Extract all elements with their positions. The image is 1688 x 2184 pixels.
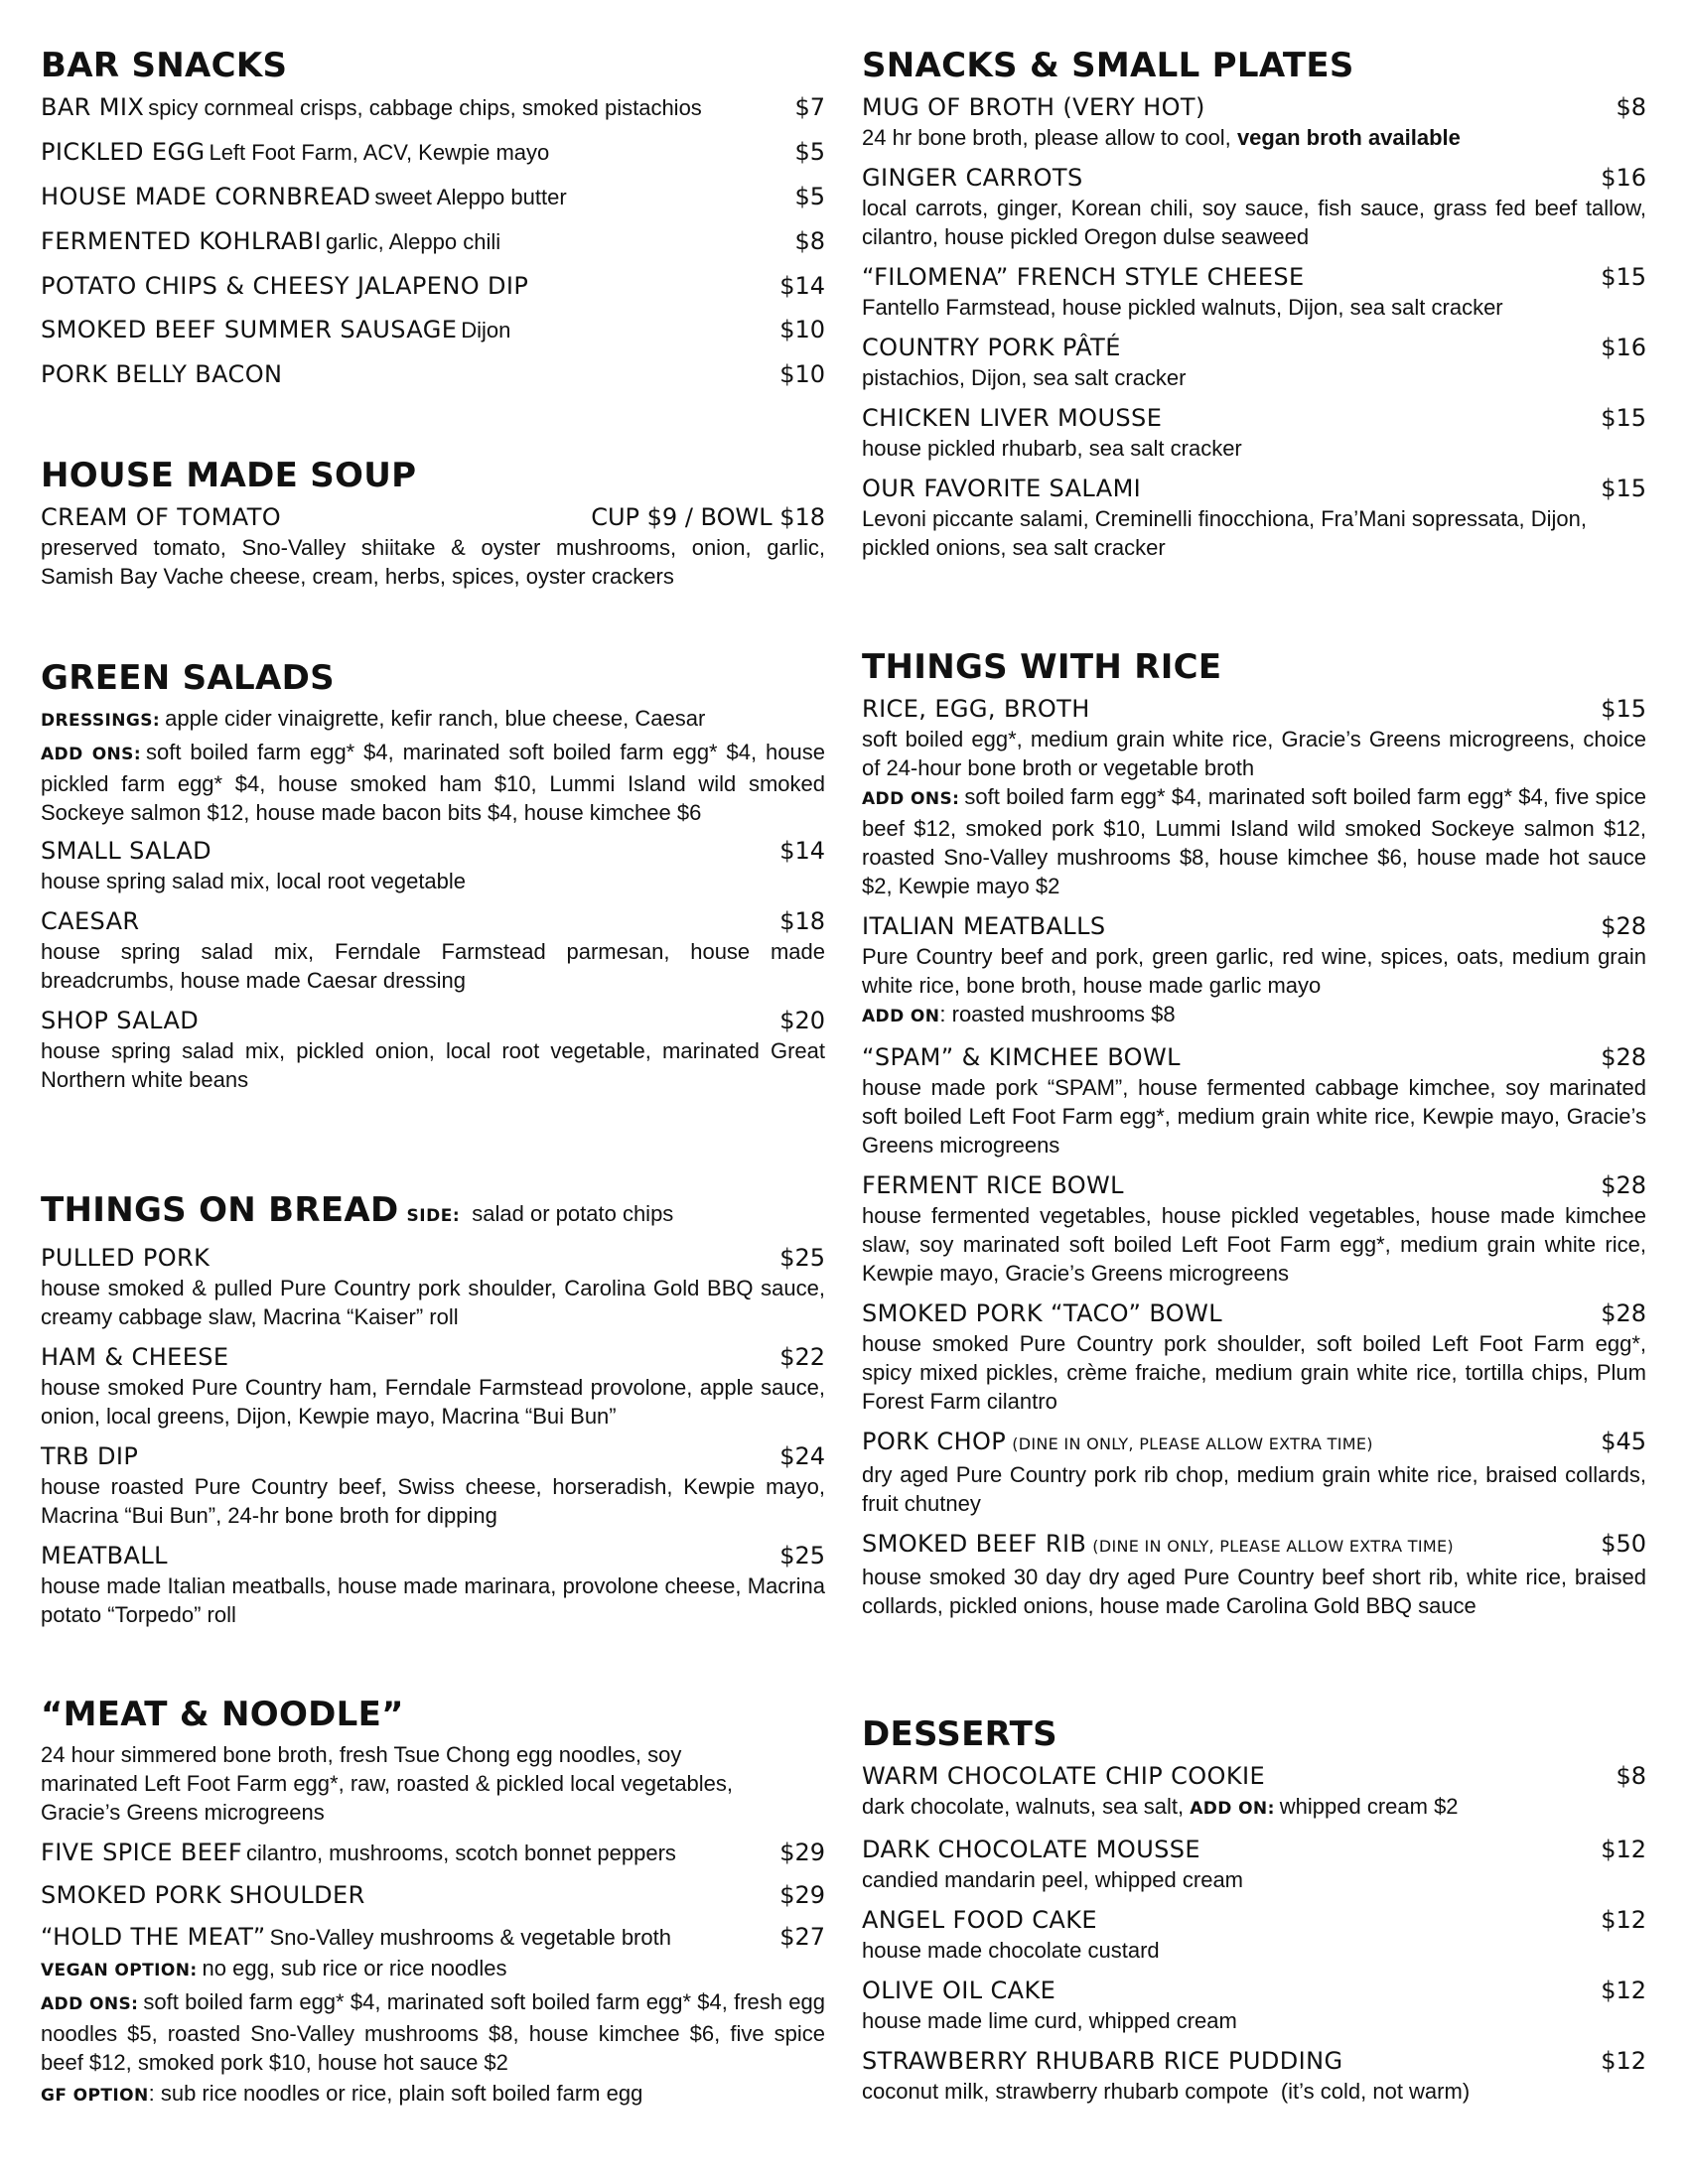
menu-item bbox=[862, 402, 1646, 463]
item-price: CUP $9 / BOWL $18 bbox=[591, 503, 825, 531]
item-name: OLIVE OIL CAKE bbox=[862, 1977, 1056, 2004]
menu-item bbox=[41, 358, 825, 390]
addons-text: soft boiled farm egg* $4, marinated soft boiled farm egg* $4, fresh egg noodles $5, roasted Sno-Valley mushrooms $8, house kimchee $6, five spice beef $12, smoked pork $10, house hot sauce $2 bbox=[41, 1989, 825, 2075]
dressings-info bbox=[41, 704, 825, 736]
section-title: HOUSE MADE SOUP bbox=[41, 456, 417, 495]
menu-item bbox=[41, 270, 825, 302]
item-description: house fermented vegetables, house pickled vegetables, house made kimchee slaw, soy marinated soft boiled Left Foot Farm egg*, medium grain white rice, Kewpie mayo, Gracie’s Greens microgreens bbox=[862, 1203, 1646, 1286]
item-description: dry aged Pure Country pork rib chop, medium grain white rice, braised collards, fruit chutney bbox=[862, 1462, 1646, 1516]
item-description bbox=[862, 1792, 1646, 1824]
item-description: house spring salad mix, Ferndale Farmstead parmesan, house made breadcrumbs, house made Caesar dressing bbox=[41, 939, 825, 993]
menu-item bbox=[41, 501, 825, 591]
soup-section bbox=[41, 454, 825, 601]
side-text: salad or potato chips bbox=[472, 1201, 674, 1226]
item-description: house smoked & pulled Pure Country pork shoulder, Carolina Gold BBQ sauce, creamy cabbage slaw, Macrina “Kaiser” roll bbox=[41, 1276, 825, 1329]
item-name: “FILOMENA” FRENCH STYLE CHEESE bbox=[862, 263, 1305, 291]
item-price: $15 bbox=[1601, 695, 1646, 723]
item-description: preserved tomato, Sno-Valley shiitake & oyster mushrooms, onion, garlic, Samish Bay Vache cheese, cream, herbs, spices, oyster crackers bbox=[41, 535, 825, 589]
menu-item bbox=[862, 1904, 1646, 1965]
item-name: TRB DIP bbox=[41, 1442, 139, 1470]
item-description: Levoni piccante salami, Creminelli finocchiona, Fra’Mani sopressata, Dijon, pickled onions, sea salt cracker bbox=[862, 506, 1587, 560]
section-title bbox=[41, 1188, 825, 1238]
item-price: $27 bbox=[779, 1923, 825, 1951]
item-name: SMOKED PORK “TACO” BOWL bbox=[862, 1299, 1223, 1327]
item-price: $5 bbox=[794, 183, 825, 210]
item-name: “HOLD THE MEAT” bbox=[41, 1923, 266, 1951]
item-description: house smoked Pure Country pork shoulder, soft boiled Left Foot Farm egg*, spicy mixed pickles, crème fraiche, medium grain white rice, tortilla chips, Plum Forest Farm cilantro bbox=[862, 1331, 1646, 1414]
item-addons bbox=[862, 1000, 1646, 1031]
item-name: WARM CHOCOLATE CHIP COOKIE bbox=[862, 1762, 1266, 1790]
gf-text: : sub rice noodles or rice, plain soft boiled farm egg bbox=[148, 2081, 643, 2106]
item-price: $25 bbox=[779, 1542, 825, 1570]
item-name: HOUSE MADE CORNBREAD bbox=[41, 183, 371, 210]
item-price: $14 bbox=[779, 272, 825, 300]
addons-info bbox=[41, 1987, 825, 2077]
menu-item bbox=[41, 181, 825, 213]
rice-section bbox=[862, 645, 1646, 1630]
small-plates-section bbox=[862, 44, 1646, 572]
item-description: coconut milk, strawberry rhubarb compote (it’s cold, not warm) bbox=[862, 2079, 1471, 2104]
item-description: house made Italian meatballs, house made marinara, provolone cheese, Macrina potato “Torpedo” roll bbox=[41, 1573, 825, 1627]
addons-label: ADD ONS: bbox=[41, 745, 142, 764]
menu-item bbox=[41, 91, 825, 124]
item-inline-desc: spicy cornmeal crisps, cabbage chips, smoked pistachios bbox=[148, 95, 702, 120]
menu-item bbox=[862, 1041, 1646, 1160]
section-title: SNACKS & SMALL PLATES bbox=[862, 46, 1354, 85]
item-name: CREAM OF TOMATO bbox=[41, 503, 282, 531]
item-price: $14 bbox=[779, 837, 825, 865]
menu-item bbox=[862, 1426, 1646, 1518]
item-description bbox=[862, 123, 1646, 152]
dressings-text: apple cider vinaigrette, kefir ranch, blue cheese, Caesar bbox=[165, 706, 706, 731]
item-price: $16 bbox=[1601, 334, 1646, 361]
item-description-text: dark chocolate, walnuts, sea salt, bbox=[862, 1794, 1185, 1819]
addons-label: ADD ONS: bbox=[41, 1994, 139, 2014]
item-description: house smoked 30 day dry aged Pure Country beef short rib, white rice, braised collards, pickled onions, house made Carolina Gold BBQ sauce bbox=[862, 1565, 1646, 1618]
salads-section bbox=[41, 656, 825, 1104]
item-name: GINGER CARROTS bbox=[862, 164, 1083, 192]
bread-section bbox=[41, 1188, 825, 1639]
section-title: BAR SNACKS bbox=[41, 46, 288, 85]
item-name: CHICKEN LIVER MOUSSE bbox=[862, 404, 1163, 432]
item-description: Fantello Farmstead, house pickled walnuts, Dijon, sea salt cracker bbox=[862, 295, 1503, 320]
item-description: Pure Country beef and pork, green garlic, red wine, spices, oats, medium grain white rice, bone broth, house made garlic mayo bbox=[862, 944, 1646, 998]
item-price: $5 bbox=[794, 138, 825, 166]
addons-label: ADD ONS: bbox=[862, 789, 960, 809]
item-name: PULLED PORK bbox=[41, 1244, 211, 1272]
menu-item bbox=[41, 1242, 825, 1331]
item-price: $28 bbox=[1601, 1171, 1646, 1199]
item-name: POTATO CHIPS & CHEESY JALAPENO DIP bbox=[41, 272, 529, 300]
item-name: PORK BELLY BACON bbox=[41, 360, 283, 388]
addons-text: soft boiled farm egg* $4, marinated soft boiled farm egg* $4, house pickled farm egg* $4, house smoked ham $10, Lummi Island wild smoked Sockeye salmon $12, house made bacon bits $4, house kimchee $6 bbox=[41, 740, 825, 825]
menu-item bbox=[862, 1834, 1646, 1894]
item-name: “SPAM” & KIMCHEE BOWL bbox=[862, 1043, 1181, 1071]
vegan-option bbox=[41, 1954, 825, 1985]
item-name: FERMENTED KOHLRABI bbox=[41, 227, 323, 255]
item-price: $20 bbox=[779, 1007, 825, 1034]
item-inline-desc: Dijon bbox=[461, 318, 511, 342]
item-price: $12 bbox=[1601, 2047, 1646, 2075]
item-price: $16 bbox=[1601, 164, 1646, 192]
item-name: SMOKED BEEF SUMMER SAUSAGE bbox=[41, 316, 458, 343]
gf-option bbox=[41, 2079, 825, 2111]
addons-text: soft boiled farm egg* $4, marinated soft boiled farm egg* $4, five spice beef $12, smoked pork $10, Lummi Island wild smoked Sockeye salmon $12, roasted Sno-Valley mushrooms $8, house kimchee $6, house made hot sauce $2, Kewpie mayo $2 bbox=[862, 784, 1646, 898]
menu-item bbox=[862, 261, 1646, 322]
item-price: $28 bbox=[1601, 1299, 1646, 1327]
vegan-label: VEGAN OPTION: bbox=[41, 1961, 198, 1980]
side-label: SIDE: bbox=[406, 1206, 461, 1226]
menu-item bbox=[41, 1837, 825, 1869]
menu-item bbox=[862, 332, 1646, 392]
item-name: SHOP SALAD bbox=[41, 1007, 200, 1034]
item-price: $24 bbox=[779, 1442, 825, 1470]
menu-item bbox=[862, 162, 1646, 251]
item-price: $12 bbox=[1601, 1836, 1646, 1863]
item-inline-desc: cilantro, mushrooms, scotch bonnet peppers bbox=[246, 1841, 676, 1865]
menu-item bbox=[41, 136, 825, 169]
item-description: candied mandarin peel, whipped cream bbox=[862, 1867, 1244, 1892]
item-price: $15 bbox=[1601, 475, 1646, 502]
item-price: $50 bbox=[1601, 1530, 1646, 1558]
item-description: soft boiled egg*, medium grain white rice, Gracie’s Greens microgreens, choice of 24-hour bone broth or vegetable broth bbox=[862, 727, 1646, 780]
item-price: $28 bbox=[1601, 1043, 1646, 1071]
addons-label: ADD ON: bbox=[1190, 1799, 1275, 1819]
menu-item bbox=[41, 1921, 825, 1954]
item-name: SMOKED PORK SHOULDER bbox=[41, 1881, 365, 1909]
section-title: DESSERTS bbox=[862, 1714, 1057, 1754]
item-name: COUNTRY PORK PÂTÉ bbox=[862, 334, 1121, 361]
noodle-section bbox=[41, 1693, 825, 2113]
item-description: house made pork “SPAM”, house fermented cabbage kimchee, soy marinated soft boiled Left Foot Farm egg*, medium grain white rice, Kewpie mayo, Gracie’s Greens microgreens bbox=[862, 1075, 1646, 1158]
desserts-section bbox=[862, 1712, 1646, 2116]
item-inline-desc: Sno-Valley mushrooms & vegetable broth bbox=[269, 1925, 671, 1950]
menu-item bbox=[862, 1975, 1646, 2035]
item-price: $12 bbox=[1601, 1906, 1646, 1934]
item-name: DARK CHOCOLATE MOUSSE bbox=[862, 1836, 1200, 1863]
item-inline-desc: sweet Aleppo butter bbox=[374, 185, 567, 209]
dressings-label: DRESSINGS: bbox=[41, 711, 161, 731]
section-title: “MEAT & NOODLE” bbox=[41, 1695, 404, 1734]
item-description: house made lime curd, whipped cream bbox=[862, 2008, 1237, 2033]
bar-snacks-list bbox=[41, 91, 825, 390]
item-name: BAR MIX bbox=[41, 93, 145, 121]
menu-item bbox=[41, 1341, 825, 1431]
menu-item bbox=[862, 693, 1646, 900]
menu-item bbox=[41, 225, 825, 258]
item-description-strong: vegan broth available bbox=[1236, 125, 1461, 150]
item-name: RICE, EGG, BROTH bbox=[862, 695, 1090, 723]
menu-item bbox=[41, 1005, 825, 1094]
item-description-text: 24 hr bone broth, please allow to cool, bbox=[862, 125, 1231, 150]
item-addons bbox=[862, 782, 1646, 900]
section-title: THINGS WITH RICE bbox=[862, 647, 1222, 687]
item-description: pistachios, Dijon, sea salt cracker bbox=[862, 365, 1187, 390]
item-description: local carrots, ginger, Korean chili, soy sauce, fish sauce, grass fed beef tallow, cilantro, house pickled Oregon dulse seaweed bbox=[862, 196, 1646, 249]
item-name: HAM & CHEESE bbox=[41, 1343, 229, 1371]
vegan-text: no egg, sub rice or rice noodles bbox=[202, 1956, 507, 1980]
addons-text: whipped cream $2 bbox=[1279, 1794, 1459, 1819]
menu-item bbox=[862, 473, 1646, 562]
item-name: ITALIAN MEATBALLS bbox=[862, 912, 1106, 940]
item-price: $22 bbox=[779, 1343, 825, 1371]
addons-label: ADD ON bbox=[862, 1007, 940, 1026]
item-price: $45 bbox=[1601, 1428, 1646, 1455]
item-description: house spring salad mix, pickled onion, local root vegetable, marinated Great Northern white beans bbox=[41, 1038, 825, 1092]
item-price: $25 bbox=[779, 1244, 825, 1272]
item-price: $18 bbox=[779, 907, 825, 935]
item-name: CAESAR bbox=[41, 907, 140, 935]
item-description: house smoked Pure Country ham, Ferndale Farmstead provolone, apple sauce, onion, local greens, Dijon, Kewpie mayo, Macrina “Bui Bun” bbox=[41, 1375, 825, 1429]
item-name: PORK CHOP bbox=[862, 1428, 1007, 1455]
item-price: $15 bbox=[1601, 263, 1646, 291]
menu-item bbox=[41, 1540, 825, 1629]
item-price: $8 bbox=[1616, 93, 1646, 121]
item-price: $7 bbox=[794, 93, 825, 121]
noodle-intro: 24 hour simmered bone broth, fresh Tsue Chong egg noodles, soy marinated Left Foot Farm egg*, raw, roasted & pickled local vegetables, Gracie’s Greens microgreens bbox=[41, 1742, 734, 1825]
item-description: house roasted Pure Country beef, Swiss cheese, horseradish, Kewpie mayo, Macrina “Bui Bun”, 24-hr bone broth for dipping bbox=[41, 1474, 825, 1528]
item-name: PICKLED EGG bbox=[41, 138, 206, 166]
gf-label: GF OPTION bbox=[41, 2086, 149, 2106]
item-price: $8 bbox=[1616, 1762, 1646, 1790]
item-name: SMOKED BEEF RIB bbox=[862, 1530, 1087, 1558]
item-price: $8 bbox=[794, 227, 825, 255]
item-name: STRAWBERRY RHUBARB RICE PUDDING bbox=[862, 2047, 1343, 2075]
item-inline-desc: Left Foot Farm, ACV, Kewpie mayo bbox=[209, 140, 550, 165]
item-price: $10 bbox=[779, 316, 825, 343]
section-title-text: THINGS ON BREAD bbox=[41, 1190, 399, 1230]
addons-info bbox=[41, 738, 825, 827]
menu-item bbox=[862, 1760, 1646, 1824]
item-description: house spring salad mix, local root vegetable bbox=[41, 869, 467, 893]
item-name: OUR FAVORITE SALAMI bbox=[862, 475, 1142, 502]
menu-item bbox=[41, 905, 825, 995]
item-description: house made chocolate custard bbox=[862, 1938, 1160, 1963]
menu-item bbox=[862, 1528, 1646, 1620]
menu-item bbox=[41, 1879, 825, 1911]
item-note: (DINE IN ONLY, PLEASE ALLOW EXTRA TIME) bbox=[1012, 1434, 1373, 1453]
item-name: FIVE SPICE BEEF bbox=[41, 1839, 243, 1866]
menu-item bbox=[862, 1169, 1646, 1288]
item-inline-desc: garlic, Aleppo chili bbox=[326, 229, 501, 254]
item-price: $12 bbox=[1601, 1977, 1646, 2004]
menu-item bbox=[862, 91, 1646, 152]
item-name: MEATBALL bbox=[41, 1542, 168, 1570]
bar-snacks-section bbox=[41, 44, 825, 390]
addons-text: : roasted mushrooms $8 bbox=[939, 1002, 1176, 1026]
menu-item bbox=[862, 910, 1646, 1031]
item-name: SMALL SALAD bbox=[41, 837, 212, 865]
item-name: MUG OF BROTH (VERY HOT) bbox=[862, 93, 1205, 121]
menu-item bbox=[41, 1440, 825, 1530]
item-price: $10 bbox=[779, 360, 825, 388]
item-note: (DINE IN ONLY, PLEASE ALLOW EXTRA TIME) bbox=[1092, 1537, 1454, 1556]
item-name: ANGEL FOOD CAKE bbox=[862, 1906, 1097, 1934]
menu-item bbox=[41, 314, 825, 346]
item-price: $15 bbox=[1601, 404, 1646, 432]
menu-item bbox=[862, 2045, 1646, 2106]
item-name: FERMENT RICE BOWL bbox=[862, 1171, 1124, 1199]
section-title: GREEN SALADS bbox=[41, 658, 335, 698]
menu-item bbox=[862, 1297, 1646, 1416]
item-price: $28 bbox=[1601, 912, 1646, 940]
menu-item bbox=[41, 835, 825, 895]
item-description: house pickled rhubarb, sea salt cracker bbox=[862, 436, 1242, 461]
item-price: $29 bbox=[779, 1839, 825, 1866]
item-price: $29 bbox=[779, 1881, 825, 1909]
